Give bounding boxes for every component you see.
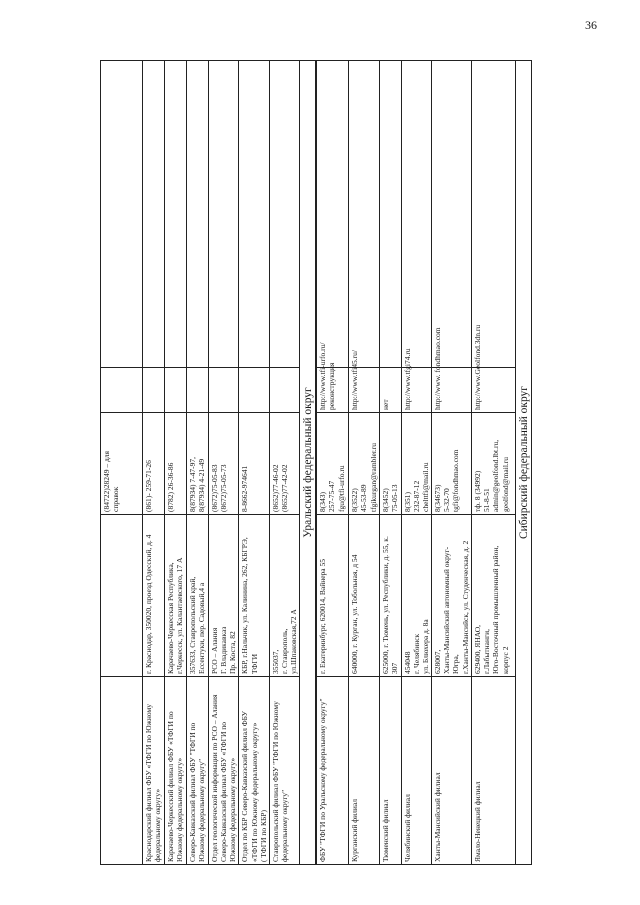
cell-address-line: Карачаево-Черкесская Республика, [166, 562, 175, 674]
cell-name-line: федеральному округу» [153, 788, 163, 862]
cell-phone-line: 5-32-70 [442, 488, 452, 512]
cell-web [379, 368, 401, 413]
cell-phone-line: 8(34673) [433, 484, 443, 512]
cell-address [143, 515, 165, 677]
cell-name-line: Южному федеральному округу" [197, 758, 207, 862]
cell-phone [401, 413, 431, 515]
cell-phone-line: 8(3522) [350, 488, 360, 512]
cell-name [317, 677, 349, 865]
cell-address-line: 625000, г. Тюмень, ул. Республики, д. 55, к. [380, 536, 390, 674]
cell-phone [187, 413, 209, 515]
cell-blank [472, 61, 516, 368]
cell-address-line: 355037, [270, 649, 280, 674]
cell-address-line: КБР, г.Нальчик, ул. Калинина, 262, КБГРЭ, [240, 537, 250, 674]
cell-name-line: Ханты-Мансийский филиал [433, 772, 443, 862]
table-row [317, 61, 349, 865]
cell-phone-line: tfgikurgan@rambler.ru [368, 442, 378, 512]
cell-phone-line: (8652)77-46-02 [270, 464, 280, 512]
table-row [379, 61, 401, 865]
cell-name-line: Южному федеральному округу» [175, 757, 185, 862]
cell-phone [143, 413, 165, 515]
cell-address [187, 515, 209, 677]
cell-address-line: 640000, г. Курган, ул. Тобольная, д 54 [350, 554, 360, 674]
cell-name-line: Краснодарский филиал ФБУ «ТФГИ по Южному [144, 704, 153, 862]
cell-address-line: г.Ханты-Мансийск, ул. Студенческая, д. 2 [460, 540, 470, 674]
cell-name [349, 677, 379, 865]
cell-address [401, 515, 431, 677]
cell-address-line: 629400, ЯНАО, [473, 624, 483, 674]
cell-name [379, 677, 401, 865]
cell-address-line: ул.Шпаковская,72 А [289, 609, 299, 674]
cell-name-line: Тюменский филиал [380, 799, 390, 862]
cell-blank [349, 61, 379, 368]
cell-web-line: http://www.tfgi74.ru [402, 348, 412, 410]
cell-address [239, 515, 269, 677]
cell-name-line: Южному федеральному округу» [228, 757, 238, 862]
cell-address [269, 515, 299, 677]
cell-address-line: г. Краснодар, 350020, проезд Одесский, д. 4 [144, 534, 153, 674]
table-row [349, 61, 379, 865]
cell-address [101, 515, 143, 677]
cell-name-line: Северо-Кавказский филиал ФБУ «ТФГИ по [219, 722, 229, 862]
cell-phone-line: admin@geolfond.lbt.ru, [491, 439, 501, 512]
cell-web [317, 342, 349, 413]
section-header-siberia: Сибирский федеральный округ [516, 60, 532, 865]
cell-phone [269, 413, 299, 515]
cell-blank [269, 61, 299, 368]
cell-web [472, 324, 516, 413]
cell-phone-line: 8(87934) 4-21-49 [197, 458, 207, 512]
cell-name-line: Северо-Кавказский филиал ФБУ "ТФГИ по [188, 722, 197, 862]
cell-phone [432, 413, 472, 515]
cell-phone-line: tgfi@fondhmao.com [451, 449, 461, 512]
cell-name [101, 677, 143, 865]
cell-address-line: РСО – Алания [210, 627, 219, 674]
table-row [209, 61, 239, 865]
table-row [187, 61, 209, 865]
cell-name [269, 677, 299, 865]
table-row [101, 61, 143, 865]
cell-phone-line: (8782) 26-36-86 [166, 462, 175, 512]
cell-phone-line: 257-75-47 [327, 480, 337, 512]
cell-address-line: 454048 [402, 651, 412, 674]
table-row [472, 61, 516, 865]
cell-blank [209, 61, 239, 368]
cell-web [101, 368, 143, 413]
table-row [165, 61, 187, 865]
cell-phone-line: 8(3452) [380, 488, 390, 512]
table-row [269, 61, 299, 865]
phone-line: справок [111, 486, 121, 512]
cell-name [401, 677, 431, 865]
cell-address-line: ТФГИ [249, 653, 259, 674]
cell-blank [239, 61, 269, 368]
cell-blank [401, 61, 431, 368]
cell-phone-line: 75-05-13 [389, 484, 399, 512]
rotated-table [100, 60, 600, 865]
cell-address [209, 515, 239, 677]
cell-phone [349, 413, 379, 515]
contacts-table [100, 60, 300, 865]
cell-phone-line: 51-8-51 [482, 488, 492, 512]
cell-blank [101, 61, 143, 368]
ural-table [316, 60, 516, 865]
cell-blank [379, 61, 401, 368]
cell-address-line: корпус 2 [500, 646, 510, 674]
table-row [143, 61, 165, 865]
page-number: 36 [585, 18, 597, 32]
cell-address [317, 515, 349, 677]
cell-web [143, 368, 165, 413]
cell-web-line: нет [380, 399, 390, 410]
cell-web-line: http://www.Geolfond.3dn.ru [473, 324, 483, 410]
ural-rows [317, 61, 516, 865]
cell-address-line: ул. Блюхера д. 8а [420, 619, 430, 674]
cell-address-line: Югра, [451, 654, 461, 674]
cell-web [269, 368, 299, 413]
cell-web [209, 368, 239, 413]
cell-phone [165, 413, 187, 515]
phone-line: (84722)28249 – для [102, 450, 111, 512]
cell-phone-line: 8(351) [402, 492, 412, 512]
cell-phone [209, 413, 239, 515]
cell-blank [187, 61, 209, 368]
cell-phone-line: (8672)75-05-73 [219, 464, 229, 512]
cell-blank [317, 61, 349, 368]
cell-address-line: 628007, [433, 649, 443, 674]
cell-name [165, 677, 187, 865]
cell-name-line: Отдел геологической информации по РСО – Алания [210, 694, 219, 862]
cell-web-line: http://www. fondhmao.com [433, 327, 443, 410]
cell-phone-line: 8(87934) 7-47-97, [188, 457, 197, 512]
cell-web-line: http://www.tfi-urfo.ru/ [318, 342, 328, 410]
cell-name [209, 677, 239, 865]
cell-address-line: Юго-Восточный промышленный район, [491, 545, 501, 674]
cell-address-line: 307 [389, 662, 399, 674]
cell-name-line: ФБУ "ТФГИ по Уральскому федеральному округу" [318, 698, 328, 862]
cell-address [165, 515, 187, 677]
cell-web [432, 327, 472, 413]
cell-phone [379, 413, 401, 515]
cell-address-line: г. Челябинск [411, 633, 421, 674]
cell-phone [317, 413, 349, 515]
cell-name-line: Челябинский филиал [402, 794, 412, 862]
cell-phone-line: (8652)77-42-02 [279, 464, 289, 512]
cell-phone-line: fgu@tfi-urfo.ru [336, 465, 346, 512]
cell-web [349, 350, 379, 413]
cell-blank [165, 61, 187, 368]
cell-web [401, 348, 431, 413]
cell-name [432, 677, 472, 865]
cell-web [187, 368, 209, 413]
cell-name-line: Карачаево-Черкесский филиал ФБУ «ТФГИ по [166, 711, 175, 862]
cell-address-line: г. Ставрополь, [279, 628, 289, 674]
cell-name-line: «ТФГИ по Южному федеральному округу» [249, 722, 259, 862]
cell-phone-line: 8(343) [318, 492, 328, 512]
cell-phone-line: (8672)75-05-83 [210, 464, 219, 512]
cell-web [165, 368, 187, 413]
cell-address-line: г.Черкесск, ул. Калантаевского, 17 А [175, 557, 185, 674]
cell-phone-line: 45-53-89 [359, 484, 369, 512]
cell-address [379, 515, 401, 677]
cell-phone-line: geolfond@mail.ru [500, 456, 510, 512]
cell-phone [472, 413, 516, 515]
cell-address [472, 515, 516, 677]
cell-name-line: Курганский филиал [350, 799, 360, 862]
cell-address-line: Ессентуки, пер. Садовый,4 а [197, 582, 207, 674]
cell-address [432, 515, 472, 677]
cell-phone-line: 232-87-12 [411, 480, 421, 512]
cell-web [239, 368, 269, 413]
south-rows [101, 61, 300, 865]
cell-phone [239, 413, 269, 515]
cell-name [472, 677, 516, 865]
section-header-ural: Уральский федеральный округ [300, 60, 316, 865]
cell-address-line: г. Екатеринбург, 620014, Вайнера 55 [318, 558, 328, 674]
cell-name-line: федеральному округу" [279, 789, 289, 862]
table-row [432, 61, 472, 865]
cell-address-line: Г. Владикавказ [219, 626, 229, 674]
cell-phone-line: (861)- 259-71-26 [144, 460, 153, 512]
cell-phone-line: chelttfi@mail.ru [420, 462, 430, 512]
cell-phone-line: 8-8662-974641 [240, 465, 250, 512]
cell-address-line: Пр. Коста, 82 [228, 631, 238, 674]
cell-address-line: 357633, Ставропольский край, [188, 576, 197, 674]
cell-address [349, 515, 379, 677]
cell-web-line: http://www.tfi45.ru/ [350, 350, 360, 410]
cell-name-line: Ставропольский филиал ФБУ "ТФГИ по Южному [270, 701, 280, 862]
cell-name [239, 677, 269, 865]
cell-web-line: реконструкция [327, 362, 337, 410]
cell-address-line: Ханты-Мансийский автономный округ- [442, 546, 452, 674]
table-row [239, 61, 269, 865]
cell-name-line: Ямало-Ненецкий филиал [473, 781, 483, 862]
cell-address-line: г.Лабытнанги, [482, 629, 492, 674]
cell-name-line: Отдел по КБР Северо-Кавказский филиал ФБУ [240, 711, 250, 862]
cell-name-line: ( ТФГИ по КБР) [258, 810, 268, 862]
cell-phone [101, 413, 143, 515]
cell-name [143, 677, 165, 865]
cell-name [187, 677, 209, 865]
table-row [401, 61, 431, 865]
cell-blank [432, 61, 472, 368]
cell-blank [143, 61, 165, 368]
cell-phone-line: тф. 8 (34992) [473, 470, 483, 512]
